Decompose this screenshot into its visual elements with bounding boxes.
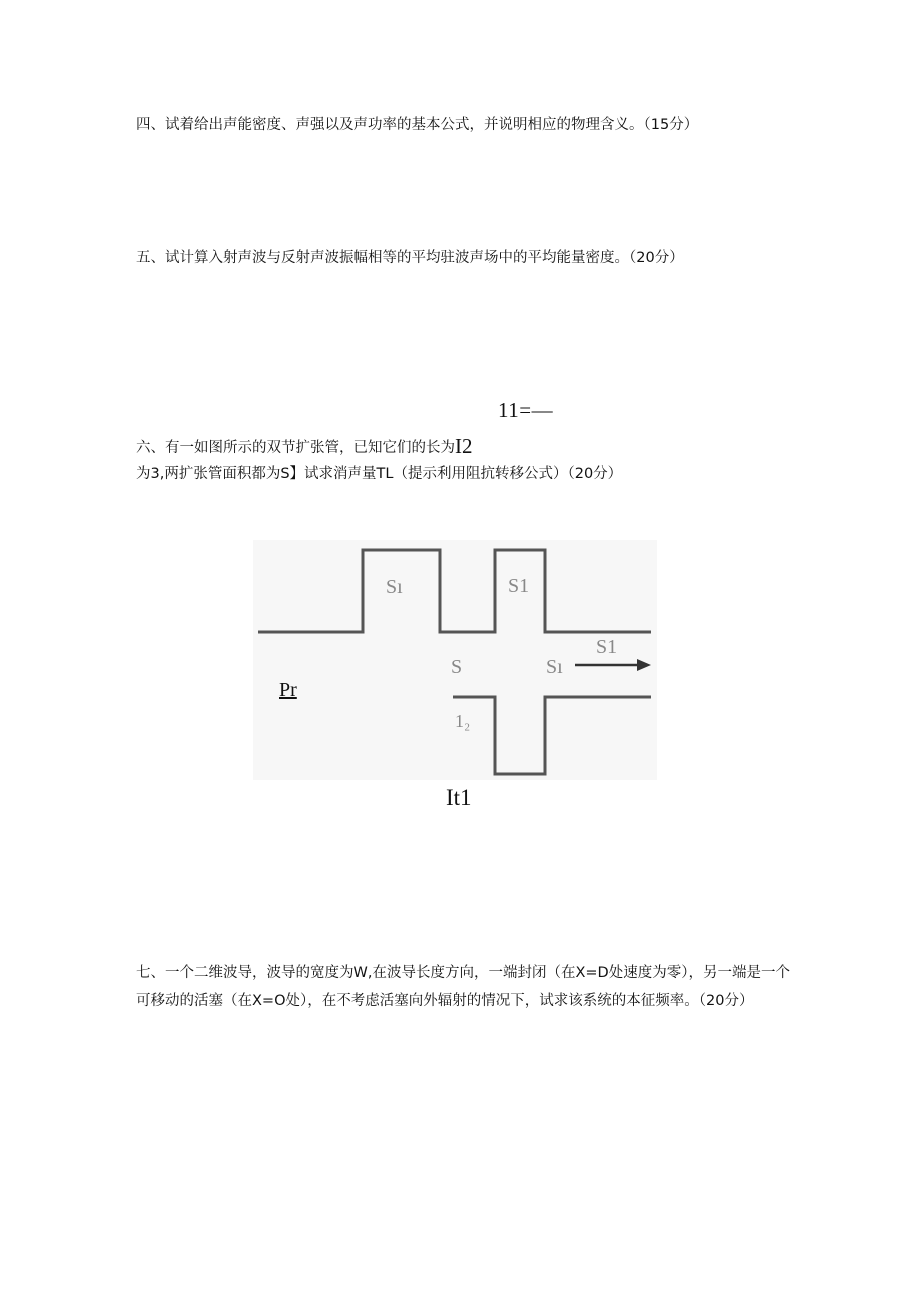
- question-6-line-2: 为3,两扩张管面积都为S】试求消声量TL（提示利用阻抗转移公式）（20分）: [136, 466, 623, 482]
- label-pipe-left: S: [451, 656, 463, 678]
- label-chamber-1: Sı: [386, 576, 403, 598]
- upper-wall: [258, 550, 651, 632]
- question-6-line-1: [136, 429, 473, 463]
- question-6-length-symbol: I2: [455, 434, 473, 458]
- label-chamber-2: S1: [508, 575, 530, 597]
- question-6-fraction: 11=—: [498, 398, 554, 422]
- expansion-chamber-diagram: [253, 540, 657, 780]
- question-6-text: 六、有一如图所示的双节扩张管，已知它们的长为: [136, 440, 455, 456]
- question-5: 五、试计算入射声波与反射声波振幅相等的平均驻波声场中的平均能量密度。（20分）: [136, 250, 684, 266]
- label-it1: It1: [446, 785, 472, 810]
- label-pipe-right: Sı: [546, 656, 563, 678]
- question-4: 四、试着给出声能密度、声强以及声功率的基本公式，并说明相应的物理含义。（15分）: [136, 117, 699, 133]
- flow-arrow-head: [637, 659, 651, 671]
- question-7: 七、一个二维波导，波导的宽度为W,在波导长度方向，一端封闭（在X=D处速度为零），另一端是一个可移动的活塞（在X=O处），在不考虑活塞向外辐射的情况下，试求该系统的本征频率。（20分）: [136, 965, 790, 1009]
- label-pr: Pr: [279, 679, 297, 701]
- label-length-2: 1₂: [455, 711, 471, 731]
- label-outlet: S1: [596, 636, 618, 658]
- expansion-chamber-figure: [253, 540, 657, 780]
- lower-wall: [453, 697, 651, 774]
